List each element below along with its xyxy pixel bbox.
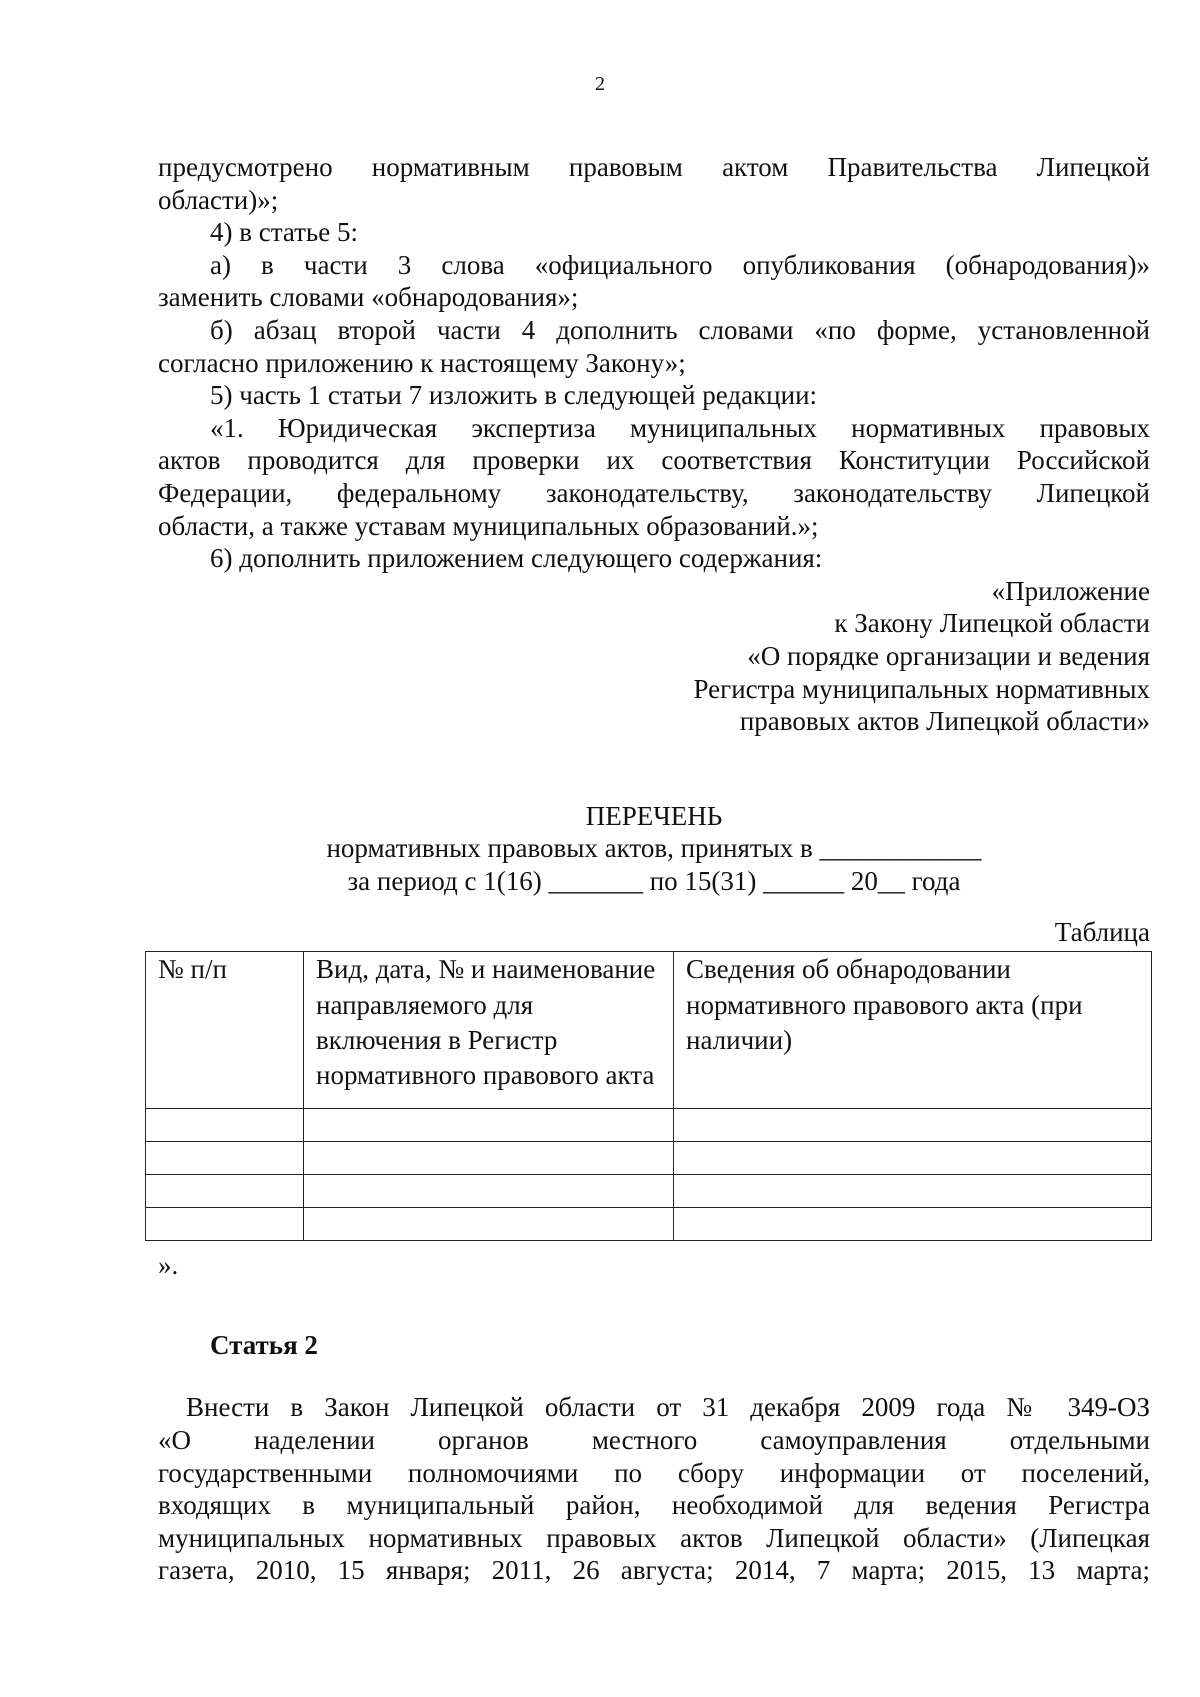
table-cell (674, 1142, 1152, 1175)
table-cell (304, 1142, 674, 1175)
list-period: за период с 1(16) _______ по 15(31) ______ 20__ года (347, 865, 961, 896)
table-cell (674, 1109, 1152, 1142)
article-text (158, 1391, 1150, 1587)
article-heading: Статья 2 (210, 1330, 318, 1361)
paragraph-item-5: 5) часть 1 статьи 7 изложить в следующей редакции: (210, 380, 818, 411)
table-cell (146, 1208, 304, 1241)
page-number: 2 (595, 73, 605, 95)
paragraph-item-4: 4) в статье 5: (210, 217, 358, 248)
table-header-cell: Сведения об обнародовании нормативного правового акта (при наличии) (674, 952, 1152, 1109)
table-header-row (146, 952, 1152, 1109)
appendix-header-line: к Закону Липецкой области (834, 608, 1150, 639)
paragraph-line: согласно приложению к настоящему Закону»; (158, 347, 686, 378)
paragraph-quote-line: «1. Юридическая экспертиза муниципальных нормативных правовых (210, 412, 1150, 443)
article-line: входящих в муниципальный район, необходимой для ведения Регистра (158, 1490, 1150, 1521)
paragraph-item-4b: б) абзац второй части 4 дополнить словами «по форме, установленной (210, 314, 1150, 345)
paragraph-quote-line: области, а также уставам муниципальных образований.»; (158, 510, 819, 541)
table-cell (674, 1208, 1152, 1241)
table-caption: Таблица (1054, 917, 1150, 948)
register-table (145, 951, 1152, 1241)
list-title-block (158, 800, 1150, 898)
table-cell (304, 1109, 674, 1142)
paragraph-item-4a: а) в части 3 слова «официального опубликования (обнародования)» (210, 249, 1150, 280)
paragraph-line: заменить словами «обнародования»; (158, 282, 579, 313)
table-row (146, 1208, 1152, 1241)
list-subtitle: нормативных правовых актов, принятых в ____________ (326, 833, 982, 864)
table-row (146, 1109, 1152, 1142)
article-line: «О наделении органов местного самоуправления отдельными (158, 1425, 1150, 1456)
article-line: Внести в Закон Липецкой области от 31 декабря 2009 года № 349-ОЗ (186, 1392, 1150, 1423)
article-line: муниципальных нормативных правовых актов Липецкой области» (Липецкая (158, 1522, 1150, 1553)
table-cell (674, 1175, 1152, 1208)
appendix-header-line: Регистра муниципальных нормативных (693, 673, 1150, 704)
list-title: ПЕРЕЧЕНЬ (585, 800, 723, 831)
paragraph-line: области)»; (158, 184, 279, 215)
table-cell (146, 1109, 304, 1142)
article-line: газета, 2010, 15 января; 2011, 26 августа; 2014, 7 марта; 2015, 13 марта; (158, 1555, 1150, 1586)
table-header-cell: № п/п (146, 952, 304, 1109)
appendix-header (158, 575, 1150, 738)
table-cell (304, 1175, 674, 1208)
table-cell (146, 1175, 304, 1208)
paragraph-line: предусмотрено нормативным правовым актом Правительства Липецкой (158, 152, 1150, 182)
paragraph-item-6: 6) дополнить приложением следующего содержания: (210, 543, 823, 574)
document-body (158, 151, 1150, 1587)
table-cell (146, 1142, 304, 1175)
appendix-header-line: правовых актов Липецкой области» (739, 706, 1150, 737)
paragraph-quote-line: актов проводится для проверки их соответствия Конституции Российской (158, 445, 1150, 476)
table-header-cell: Вид, дата, № и наименование направляемого для включения в Регистр нормативного правового акта (304, 952, 674, 1109)
appendix-header-line: «Приложение (991, 575, 1150, 606)
article-line: государственными полномочиями по сбору информации от поселений, (158, 1457, 1150, 1488)
table-row (146, 1175, 1152, 1208)
closing-quote: ». (158, 1250, 179, 1281)
paragraph-quote-line: Федерации, федеральному законодательству, законодательству Липецкой (158, 477, 1150, 508)
table-cell (304, 1208, 674, 1241)
table-row (146, 1142, 1152, 1175)
appendix-header-line: «О порядке организации и ведения (747, 640, 1150, 671)
